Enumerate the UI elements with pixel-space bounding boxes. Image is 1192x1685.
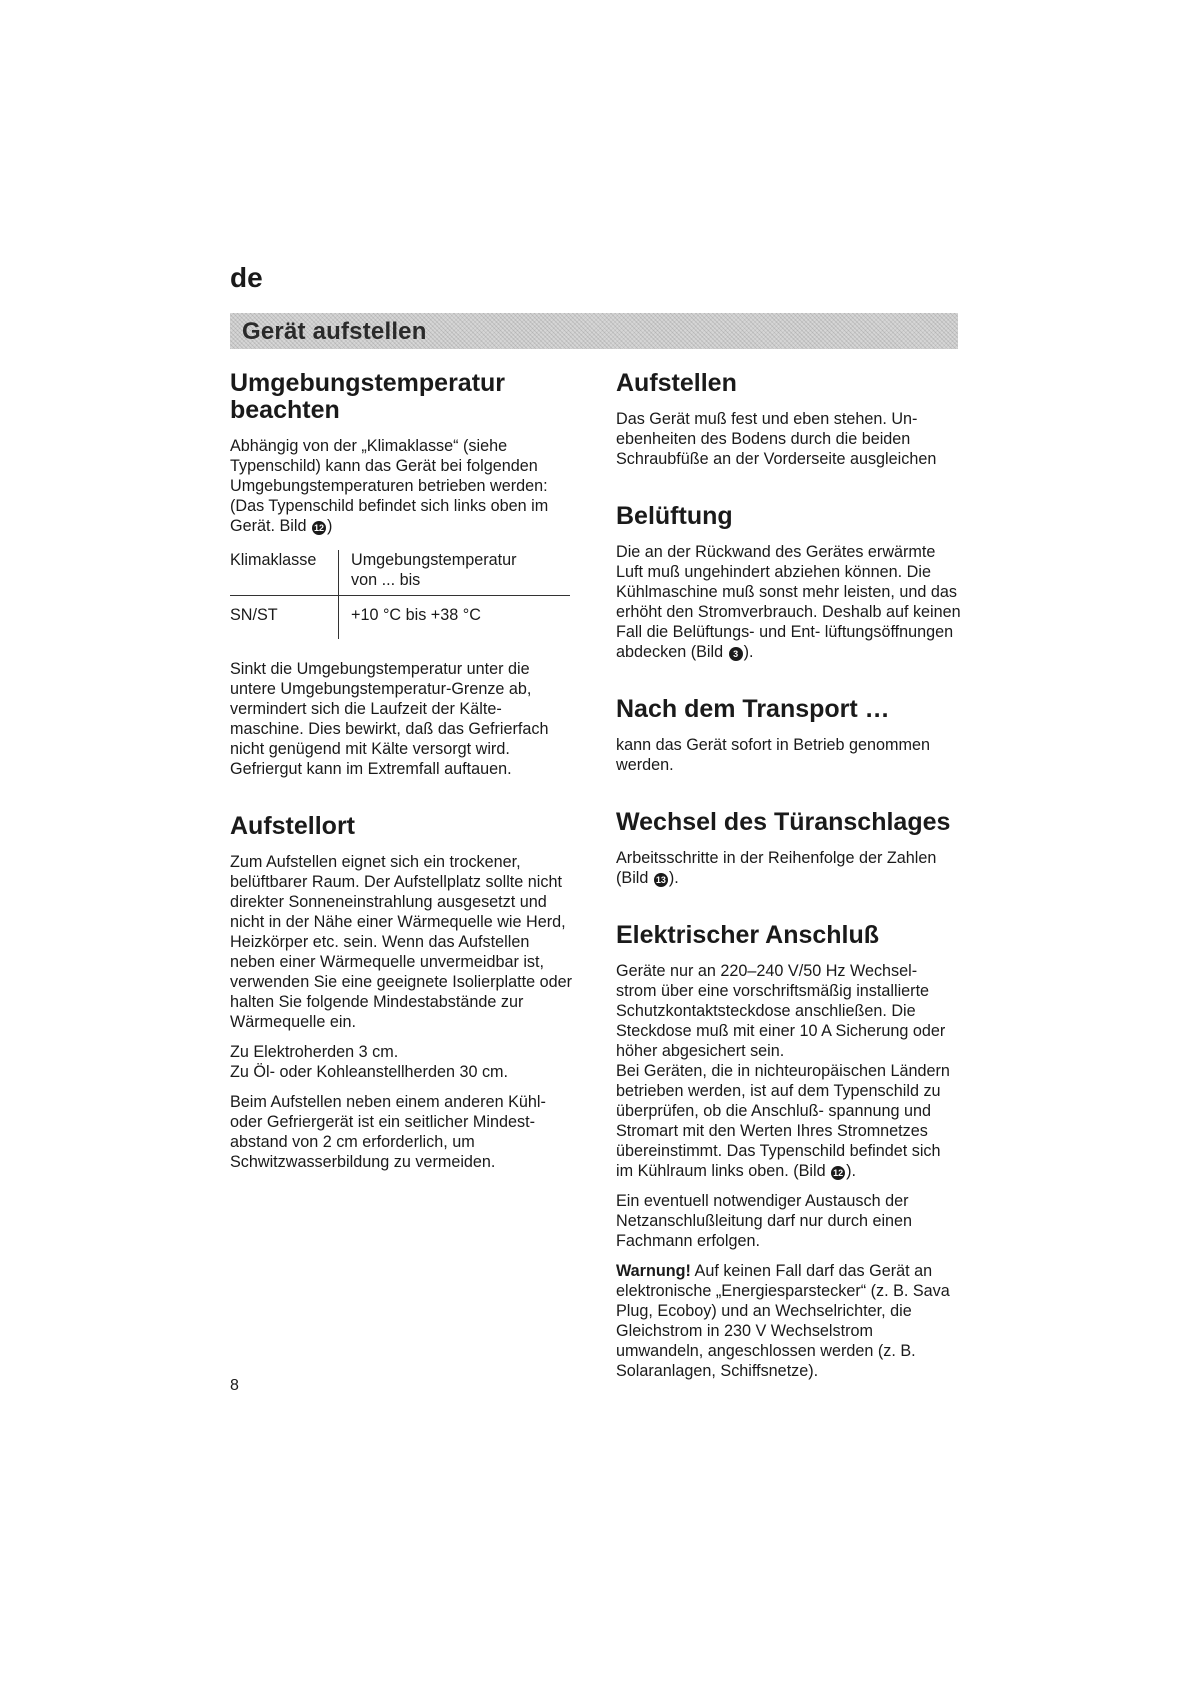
heading-belueftung: Belüftung: [616, 502, 733, 530]
paragraph-anschluss-2: [616, 1061, 961, 1181]
paragraph-grenze: Sinkt die Umgebungstemperatur unter die untere Umgebungstemperatur-Grenze ab, vermindert sich die Laufzeit der Kälte- maschine. Dies bewirkt, daß das Gefrierfach nicht genügend mit Kälte versorgt wird. Gefriergut kann im Extremfall auftauen.: [230, 660, 549, 778]
cell-klimaklasse: SN/ST: [230, 596, 339, 640]
header-line-1: Umgebungstemperatur: [351, 551, 517, 569]
paragraph-text: Arbeitsschritte in der Reihenfolge der Zahlen (Bild: [616, 849, 937, 887]
figure-ref-badge: 13: [655, 875, 666, 885]
abstand-line-1: Zu Elektroherden 3 cm.: [230, 1043, 399, 1061]
paragraph-anschluss-1: Geräte nur an 220–240 V/50 Hz Wechsel- strom über eine vorschriftsmäßig installierte Schutzkontaktsteckdose anschließen. Die Steckdose muß mit einer 10 A Sicherung oder höher abgesichert sein.: [616, 962, 946, 1060]
climate-class-table: [230, 550, 570, 639]
heading-transport: Nach dem Transport …: [616, 695, 890, 723]
table-row: [230, 596, 570, 640]
paragraph-aufstellort: Zum Aufstellen eignet sich ein trockener, belüftbarer Raum. Der Aufstellplatz sollte nicht direkter Sonneneinstrahlung ausgesetzt und nicht in der Nähe einer Wärmequelle wie Herd, Heizkörper etc. sein. Wenn das Aufstellen neben einer Wärmequelle unvermeidbar ist, verwenden Sie eine geeignete Isolierplatte oder halten Sie folgende Mindestabstände zur Wärmequelle ein.: [230, 853, 572, 1031]
paragraph-aufstellen: Das Gerät muß fest und eben stehen. Un- ebenheiten des Bodens durch die beiden Schraubfüße an der Vorderseite ausgleichen: [616, 410, 937, 468]
paragraph-text: Bei Geräten, die in nichteuropäischen Ländern betrieben werden, ist auf dem Typenschild zu überprüfen, ob die Anschluß- spannung und Stromart mit den Werten Ihres Stromnetzes übereinstimmt. Das Typenschild befindet sich im Kühlraum links oben. (Bild: [616, 1062, 950, 1180]
cell-temperature-range: +10 °C bis +38 °C: [351, 606, 481, 624]
heading-elektrischer-anschluss: Elektrischer Anschluß: [616, 921, 880, 949]
paragraph-transport: kann das Gerät sofort in Betrieb genommen werden.: [616, 736, 931, 774]
paragraph-mindestabstand: Beim Aufstellen neben einem anderen Kühl- oder Gefriergerät ist ein seitlicher Mindest- abstand von 2 cm erforderlich, um Schwitzwasserbildung zu vermeiden.: [230, 1093, 546, 1171]
paragraph-warnung: [616, 1261, 961, 1381]
heading-aufstellort: Aufstellort: [230, 812, 355, 840]
paragraph-end: ).: [743, 643, 754, 661]
abstand-line-2: Zu Öl- oder Kohleanstellherden 30 cm.: [230, 1063, 509, 1081]
paragraph-end: ).: [668, 869, 679, 887]
heading-aufstellen: Aufstellen: [616, 369, 737, 397]
section-banner: [230, 313, 958, 349]
paragraph-netzanschluss: Ein eventuell notwendiger Austausch der Netzanschlußleitung darf nur durch einen Fachmann erfolgen.: [616, 1192, 913, 1250]
heading-umgebungstemperatur: Umgebungstemperatur beachten: [230, 369, 506, 424]
paragraph-text: Die an der Rückwand des Gerätes erwärmte Luft muß ungehindert abziehen können. Die Kühlmaschine muß sonst mehr leisten, und das erhöht den Stromverbrauch. Deshalb auf keinen Fall die Belüftungs- und Ent- lüftungsöffnungen abdecken (Bild: [616, 543, 961, 661]
paragraph-end: ): [326, 517, 333, 535]
right-column: [616, 370, 961, 1381]
header-umgebungstemperatur: [339, 550, 571, 596]
figure-ref-badge: 3: [729, 647, 743, 661]
paragraph-belueftung: [616, 542, 961, 662]
figure-ref-badge: 12: [313, 523, 324, 533]
language-code: de: [230, 262, 263, 293]
heading-tueranschlag: Wechsel des Türanschlages: [616, 808, 951, 836]
header-klimaklasse: Klimaklasse: [230, 550, 339, 596]
paragraph-klimaklasse: [230, 436, 575, 536]
table-header-row: [230, 550, 570, 596]
header-line-2: von ... bis: [351, 571, 421, 589]
paragraph-tueranschlag: [616, 848, 961, 888]
figure-ref-badge: 12: [833, 1168, 844, 1178]
left-column: [230, 370, 575, 1172]
banner-title: Gerät aufstellen: [242, 318, 427, 345]
warning-label: Warnung!: [616, 1262, 691, 1280]
warning-text: Auf keinen Fall darf das Gerät an elektronische „Energiesparstecker“ (z. B. Sava Plug, Ecoboy) und an Wechselrichter, die Gleichstrom in 230 V Wechselstrom umwandeln, angeschlossen werden (z. B. Solaranlagen, Schiffsnetze).: [616, 1262, 950, 1380]
paragraph-text: Abhängig von der „Klimaklasse“ (siehe Typenschild) kann das Gerät bei folgenden Umgebungstemperaturen betrieben werden: (Das Typenschild befindet sich links oben im Gerät. Bild: [230, 437, 549, 535]
page-number: 8: [230, 1377, 239, 1394]
paragraph-end: ).: [846, 1162, 857, 1180]
paragraph-abstaende: [230, 1042, 575, 1082]
